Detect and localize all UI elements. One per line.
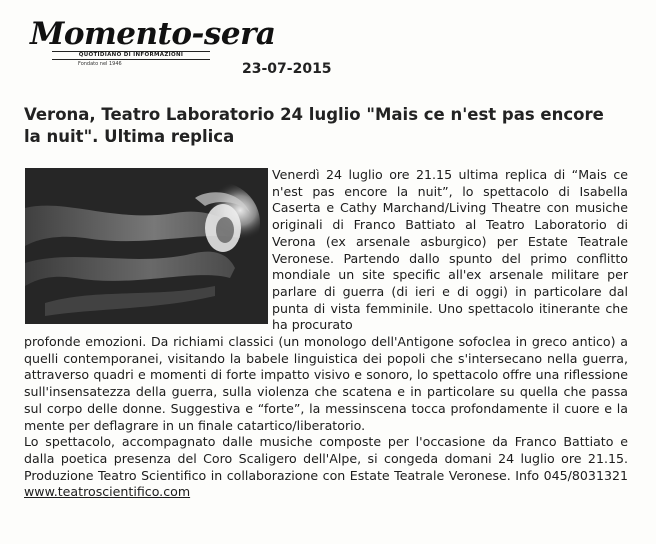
stage-photo-image [25,168,268,324]
article-text-paragraph-2: Lo spettacolo, accompagnato dalle musiche composte per l'occasione da Franco Battiato e dalla poetica presenza del Coro Scaligero dell'Alpe, si congeda domani 24 luglio ore 21.15. Produzione Teatro Scientifico in collaborazione con Estate Teatrale Veronese. Info 045/8031321 [24,434,628,483]
founded-note: Fondato nel 1946 [78,61,122,67]
masthead [30,16,276,68]
publication-date: 23-07-2015 [242,61,332,77]
article-text-continued: profonde emozioni. Da richiami classici (un monologo dell'Antigone sofoclea in greco antico) a quelli contemporanei, visitando la babele linguistica dei popoli che s'intersecano nella guerra, attraverso quadri e momenti di forte impatto visivo e sonoro, lo spettacolo offre una riflessione sull'insensatezza della guerra, sulla violenza che scatena e in particolare su quella che passa sul corpo delle donne. Suggestiva e “forte”, la messinscena tocca profondamente il cuore e la mente per deflagrare in un finale catartico/liberatorio. [24,334,628,433]
article-body-column [272,167,628,334]
article-paragraph-2 [24,434,628,501]
newspaper-logo: Momento-sera [30,16,276,52]
article-photo [25,168,268,324]
article-text-column: Venerdì 24 luglio ore 21.15 ultima replica di “Mais ce n'est pas encore la nuit”, lo spettacolo di Isabella Caserta e Cathy Marchand/Living Theatre con musiche originali di Franco Battiato al Teatro Laboratorio di Verona (ex arsenale asburgico) per Estate Teatrale Veronese. Partendo dallo spunto del primo conflitto mondiale un site specific all'ex arsenale militare per parlare di guerra (di ieri e di oggi) in particolare dal punta di vista femminile. Uno spettacolo itinerante che ha procurato [272,167,628,333]
article-body-full [24,334,628,501]
newspaper-tagline: QUOTIDIANO DI INFORMAZIONI [52,51,210,60]
article-headline: Verona, Teatro Laboratorio 24 luglio "Mais ce n'est pas encore la nuit". Ultima replica [24,105,604,146]
website-link[interactable]: www.teatroscientifico.com [24,484,191,500]
